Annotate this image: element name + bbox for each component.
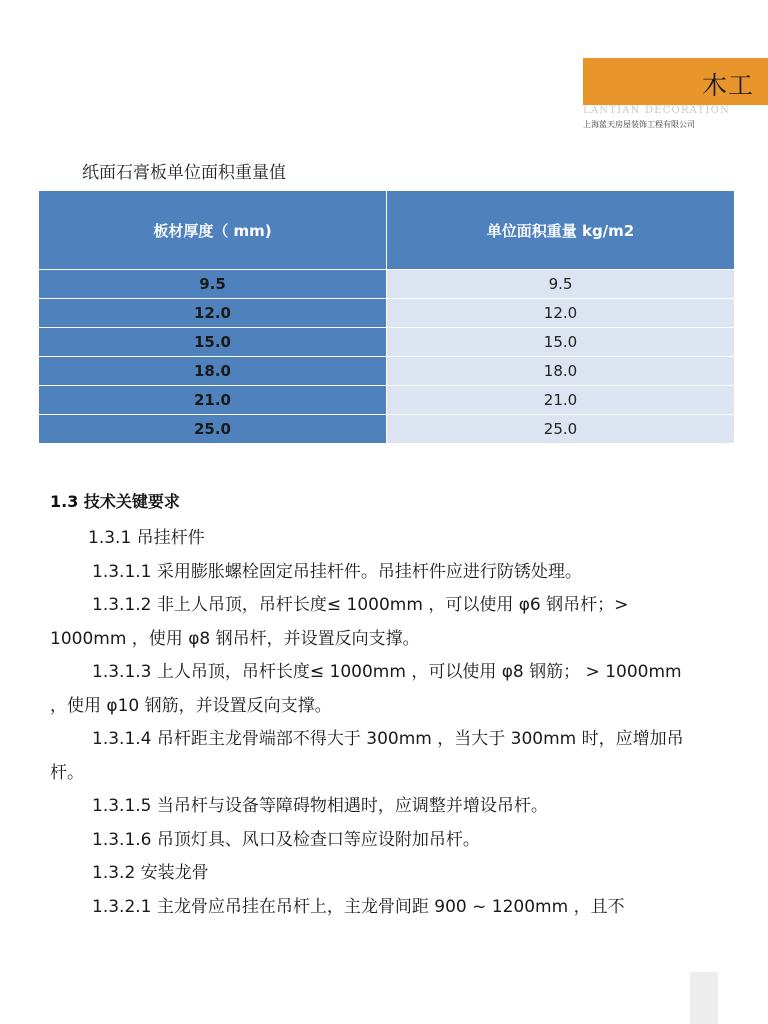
paragraph: 1.3.1.6 吊顶灯具、风口及检查口等应设附加吊杆。 xyxy=(92,829,480,850)
paragraph: 1.3.1.5 当吊杆与设备等障碍物相遇时，应调整并增设吊杆。 xyxy=(92,796,548,816)
page-edge-tab xyxy=(690,972,718,1024)
section-heading: 1.3 技术关键要求 xyxy=(50,492,180,511)
brand-english-name: LANTIAN DECORATION xyxy=(583,105,730,116)
header-unit-weight: 单位面积重量 kg/m2 xyxy=(387,191,735,270)
thickness-cell: 15.0 xyxy=(39,328,387,357)
header-thickness: 板材厚度（ mm) xyxy=(39,191,387,270)
weight-cell: 21.0 xyxy=(387,386,735,415)
table-row xyxy=(39,299,735,328)
body-text xyxy=(50,522,700,924)
paragraph: 1.3.2.1 主龙骨应吊挂在吊杆上，主龙骨间距 900 ~ 1200mm ，且不 xyxy=(92,896,625,917)
table-row xyxy=(39,415,735,444)
brand-banner xyxy=(583,58,768,105)
thickness-cell: 9.5 xyxy=(39,270,387,299)
brand-company-name: 上海蓝天房屋装饰工程有限公司 xyxy=(583,120,695,129)
paragraph: 1.3.1.2 非上人吊顶，吊杆长度≤ 1000mm ，可以使用 φ6 钢吊杆；> 1000mm ，使用 φ8 钢吊杆，并设置反向支撑。 xyxy=(50,595,629,649)
paragraph: 1.3.1.3 上人吊顶，吊杆长度≤ 1000mm ，可以使用 φ8 钢筋； > 1000mm ，使用 φ10 钢筋，并设置反向支撑。 xyxy=(50,662,682,716)
subsection-title: 1.3.2 安装龙骨 xyxy=(92,863,209,883)
table-caption: 纸面石膏板单位面积重量值 xyxy=(82,163,286,183)
page-title: 木工 xyxy=(701,71,754,100)
table-row xyxy=(39,386,735,415)
table-row xyxy=(39,270,735,299)
paragraph: 1.3.1.1 采用膨胀螺栓固定吊挂杆件。吊挂杆件应进行防锈处理。 xyxy=(92,561,582,582)
weight-cell: 15.0 xyxy=(387,328,735,357)
gypsum-weight-table xyxy=(38,190,735,444)
weight-cell: 25.0 xyxy=(387,415,735,444)
thickness-cell: 21.0 xyxy=(39,386,387,415)
thickness-cell: 12.0 xyxy=(39,299,387,328)
weight-cell: 12.0 xyxy=(387,299,735,328)
weight-cell: 9.5 xyxy=(387,270,735,299)
table-header-row xyxy=(39,191,735,270)
table-row xyxy=(39,357,735,386)
subsection-title: 1.3.1 吊挂杆件 xyxy=(88,528,205,548)
weight-cell: 18.0 xyxy=(387,357,735,386)
thickness-cell: 18.0 xyxy=(39,357,387,386)
table-row xyxy=(39,328,735,357)
thickness-cell: 25.0 xyxy=(39,415,387,444)
paragraph: 1.3.1.4 吊杆距主龙骨端部不得大于 300mm ，当大于 300mm 时，应增加吊杆。 xyxy=(50,729,684,783)
